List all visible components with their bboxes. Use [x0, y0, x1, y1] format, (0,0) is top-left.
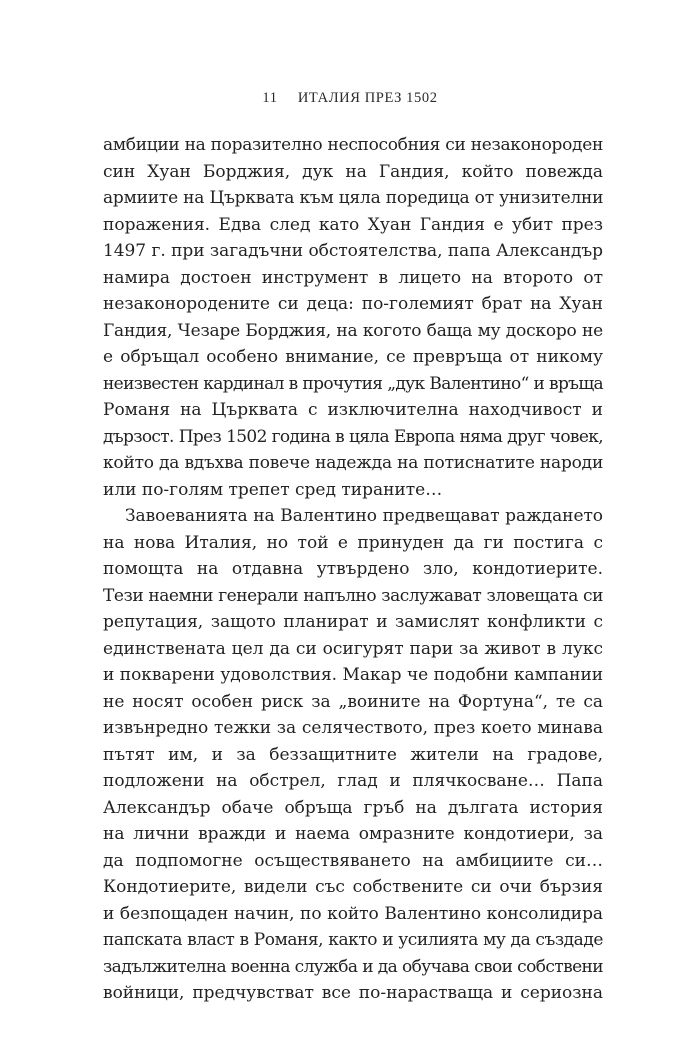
chapter-title: ИТАЛИЯ ПРЕЗ 1502	[297, 90, 438, 106]
text-line: единствената цел да си осигурят пари за живот в лукс	[103, 638, 603, 659]
body-text	[103, 132, 603, 1007]
text-line: Романя на Църквата с изключителна находчивост и	[103, 400, 603, 420]
text-line: е обръщал особено внимание, се превръща от никому	[103, 347, 603, 367]
text-line: Тези наемни генерали напълно заслужават зловещата си	[103, 585, 603, 606]
text-line: войници, предчувстват все по-нарастваща и сериозна	[103, 983, 603, 1003]
text-line: амбиции на поразително неспособния си незаконороден	[103, 135, 603, 155]
text-line: намира достоен инструмент в лицето на второто от	[103, 267, 603, 288]
text-line: пътят им, и за беззащитните жители на градове,	[103, 744, 603, 765]
text-line: помощта на отдавна утвърдено зло, кондотиерите.	[103, 559, 603, 579]
text-line: Гандия, Чезаре Борджия, на когото баща му доскоро не	[103, 320, 603, 341]
text-line: Завоеванията на Валентино предвещават раждането	[125, 506, 603, 526]
paragraph-1	[103, 132, 603, 503]
text-line: репутация, защото планират и замислят конфликти с	[103, 612, 603, 632]
text-line: да подпомогне осъществяването на амбициите си…	[103, 850, 603, 871]
text-line: армиите на Църквата към цяла поредица от унизителни	[103, 188, 604, 208]
text-line: и безпощаден начин, по който Валентино консолидира	[103, 903, 603, 924]
text-line: дързост. През 1502 година в цяла Европа няма друг човек,	[103, 426, 603, 447]
text-line: извънредно тежки за селячеството, през което минава	[103, 718, 603, 738]
text-line: задължителна военна служба и да обучава свои собствени	[103, 956, 603, 977]
text-line: поражения. Едва след като Хуан Гандия е убит през	[103, 214, 603, 235]
text-line: Кондотиерите, видели със собствените си очи бързия	[103, 877, 603, 897]
page-number: 11	[262, 90, 278, 106]
text-line: Александър обаче обръща гръб на дългата история	[103, 797, 603, 818]
text-line: на лични вражди и наема омразните кондотиери, за	[103, 824, 603, 844]
text-line: папската власт в Романя, както и усилията му да създаде	[103, 930, 603, 950]
paragraph-2	[103, 503, 603, 1007]
text-line: или по-голям трепет сред тираните…	[103, 479, 443, 500]
text-line: 1497 г. при загадъчни обстоятелства, папа Александър	[103, 241, 603, 261]
text-line: и покварени удоволствия. Макар че подобни кампании	[103, 665, 603, 685]
text-line: на нова Италия, но той е принуден да ги постига с	[103, 532, 603, 553]
text-line: не носят особен риск за „воините на Фортуна“, те са	[103, 691, 603, 712]
text-line: незаконородените си деца: по-големият брат на Хуан	[103, 294, 603, 314]
text-line: подложени на обстрел, глад и плячкосване… Папа	[103, 771, 603, 791]
text-line: който да вдъхва повече надежда на потиснатите народи	[103, 453, 604, 473]
running-head	[0, 90, 700, 107]
text-line: неизвестен кардинал в прочутия „дук Валентино“ и връща	[103, 373, 603, 394]
text-line: син Хуан Борджия, дук на Гандия, който повежда	[103, 161, 603, 182]
